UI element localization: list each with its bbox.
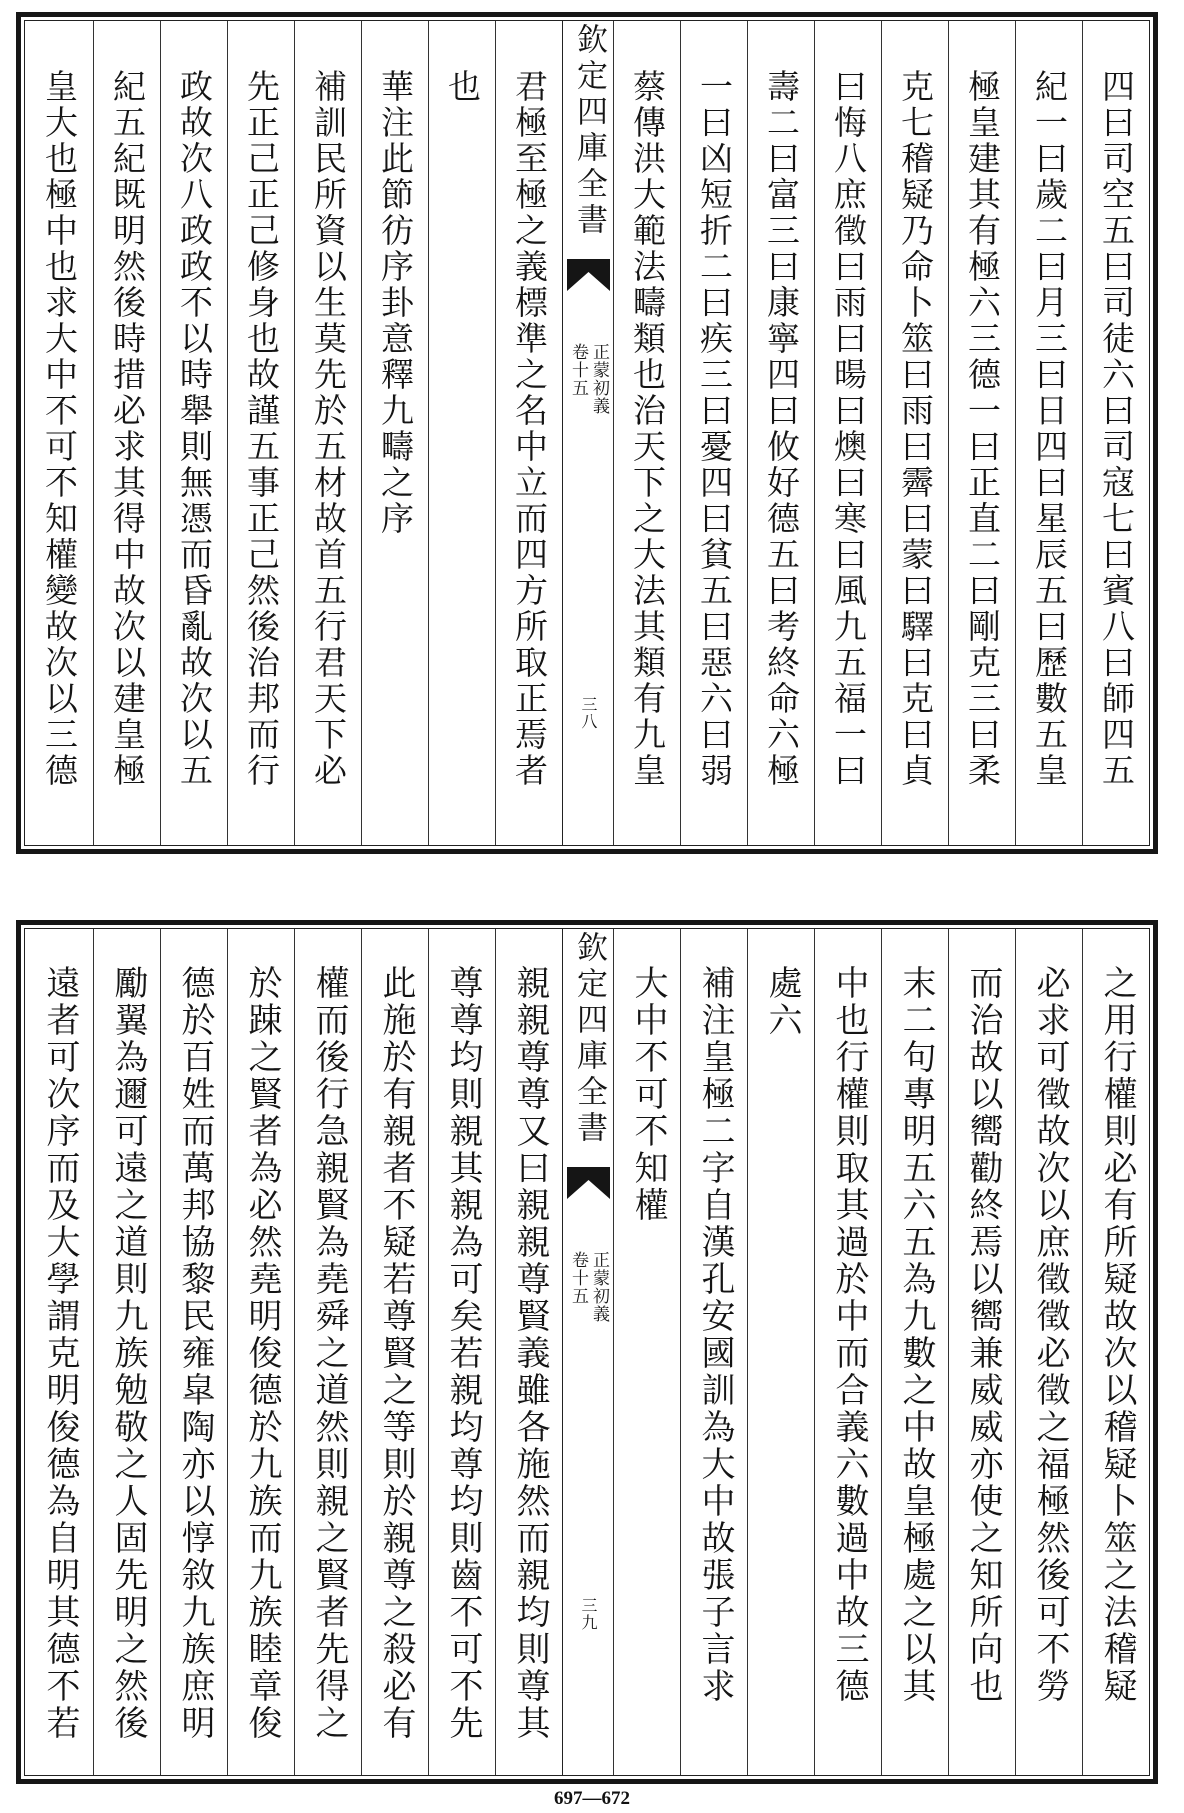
column bbox=[361, 21, 428, 845]
page-fold-center bbox=[562, 929, 613, 1775]
text-column: 大中不可不知權 bbox=[628, 965, 668, 1224]
column bbox=[680, 21, 747, 845]
text-column: 極皇建其有極六三德一曰正直二曰剛克三曰柔 bbox=[963, 69, 1002, 789]
column bbox=[160, 929, 227, 1775]
text-column: 一曰凶短折二曰疾三曰憂四曰貧五曰惡六曰弱 bbox=[695, 69, 734, 789]
text-column: 於踈之賢者為必然堯明俊德於九族而九族睦章俊 bbox=[242, 965, 282, 1742]
column bbox=[881, 929, 948, 1775]
text-column: 曰悔八庶徵曰雨曰暘曰燠曰寒曰風九五福一曰 bbox=[829, 69, 868, 789]
text-column: 補注皇極二字自漢孔安國訓為大中故張子言求 bbox=[695, 965, 735, 1705]
column bbox=[428, 929, 495, 1775]
text-column: 而治故以嚮勸終焉以嚮兼威威亦使之知所向也 bbox=[963, 965, 1003, 1705]
text-column: 遠者可次序而及大學謂克明俊德為自明其德不若 bbox=[40, 965, 80, 1742]
column bbox=[227, 929, 294, 1775]
text-column: 壽二曰富三曰康寧四曰攸好德五曰考終命六極 bbox=[762, 69, 801, 789]
fold-book-info bbox=[563, 343, 614, 415]
text-column: 此施於有親者不疑若尊賢之等則於親尊之殺必有 bbox=[376, 965, 416, 1742]
fold-book-title: 正蒙初義 bbox=[589, 343, 609, 415]
text-column: 之用行權則必有所疑故次以稽疑卜筮之法稽疑 bbox=[1097, 965, 1137, 1705]
fold-volume-label: 卷十五 bbox=[568, 1251, 588, 1305]
text-column: 紀五紀既明然後時措必求其得中故次以建皇極 bbox=[108, 69, 147, 789]
column bbox=[613, 929, 680, 1775]
fishtail-ornament bbox=[563, 259, 614, 291]
text-column: 必求可徵故次以庶徵徵必徵之福極然後可不勞 bbox=[1030, 965, 1070, 1705]
column bbox=[93, 21, 160, 845]
column bbox=[361, 929, 428, 1775]
text-column: 四曰司空五曰司徒六曰司寇七曰賓八曰師四五 bbox=[1097, 69, 1136, 789]
column bbox=[747, 21, 814, 845]
text-column: 處六 bbox=[762, 965, 802, 1039]
text-column: 君極至極之義標準之名中立而四方所取正焉者 bbox=[510, 69, 549, 789]
text-column: 尊尊均則親其親為可矣若親均尊均則齒不可不先 bbox=[443, 965, 483, 1742]
text-column: 末二句專明五六五為九數之中故皇極處之以其 bbox=[896, 965, 936, 1705]
page-body bbox=[24, 20, 1150, 846]
column bbox=[881, 21, 948, 845]
text-column: 補訓民所資以生莫先於五材故首五行君天下必 bbox=[309, 69, 348, 789]
text-column: 皇大也極中也求大中不可不知權變故次以三德 bbox=[40, 69, 79, 789]
text-column: 德於百姓而萬邦協黎民雍皐陶亦以惇敘九族庶明 bbox=[175, 965, 215, 1742]
column bbox=[814, 21, 881, 845]
page-body bbox=[24, 928, 1150, 1776]
text-column: 政故次八政政不以時舉則無憑而昏亂故次以五 bbox=[175, 69, 214, 789]
column bbox=[495, 21, 562, 845]
column bbox=[294, 929, 361, 1775]
text-column: 親親尊尊又曰親親尊賢義雖各施然而親均則尊其 bbox=[510, 965, 550, 1742]
fold-page-number: 三九 bbox=[579, 1597, 598, 1631]
fold-book-title: 正蒙初義 bbox=[589, 1251, 609, 1323]
column bbox=[680, 929, 747, 1775]
page-fold-center bbox=[562, 21, 613, 845]
text-column: 中也行權則取其過於中而合義六數過中故三德 bbox=[829, 965, 869, 1705]
column bbox=[495, 929, 562, 1775]
page-frame-top bbox=[16, 12, 1158, 854]
text-column: 也 bbox=[443, 69, 482, 105]
column bbox=[26, 21, 93, 845]
column bbox=[814, 929, 881, 1775]
plate-number: 697—672 bbox=[554, 1788, 630, 1809]
fold-page-number: 三八 bbox=[579, 696, 598, 730]
text-column: 權而後行急親賢為堯舜之道然則親之賢者先得之 bbox=[309, 965, 349, 1742]
fold-book-info bbox=[563, 1251, 614, 1323]
column bbox=[160, 21, 227, 845]
column bbox=[1082, 929, 1149, 1775]
column bbox=[93, 929, 160, 1775]
column bbox=[26, 929, 93, 1775]
column bbox=[428, 21, 495, 845]
column bbox=[613, 21, 680, 845]
fold-series-title: 欽定四庫全書 bbox=[571, 23, 607, 239]
column bbox=[1015, 21, 1082, 845]
column bbox=[747, 929, 814, 1775]
column bbox=[294, 21, 361, 845]
text-column: 蔡傳洪大範法疇類也治天下之大法其類有九皇 bbox=[628, 69, 667, 789]
column bbox=[1015, 929, 1082, 1775]
page-frame-bottom bbox=[16, 920, 1158, 1784]
text-column: 勵翼為邇可遠之道則九族勉敬之人固先明之然後 bbox=[108, 965, 148, 1742]
fold-volume-label: 卷十五 bbox=[568, 343, 588, 397]
column bbox=[1082, 21, 1149, 845]
text-column: 華注此節彷序卦意釋九疇之序 bbox=[376, 69, 415, 537]
column bbox=[948, 21, 1015, 845]
fold-series-title: 欽定四庫全書 bbox=[571, 931, 607, 1147]
text-column: 克七稽疑乃命卜筮曰雨曰霽曰蒙曰驛曰克曰貞 bbox=[896, 69, 935, 789]
column bbox=[227, 21, 294, 845]
fishtail-ornament bbox=[563, 1167, 614, 1199]
text-column: 先正己正己修身也故謹五事正己然後治邦而行 bbox=[242, 69, 281, 789]
column bbox=[948, 929, 1015, 1775]
text-column: 紀一曰歲二曰月三曰日四曰星辰五曰歷數五皇 bbox=[1030, 69, 1069, 789]
